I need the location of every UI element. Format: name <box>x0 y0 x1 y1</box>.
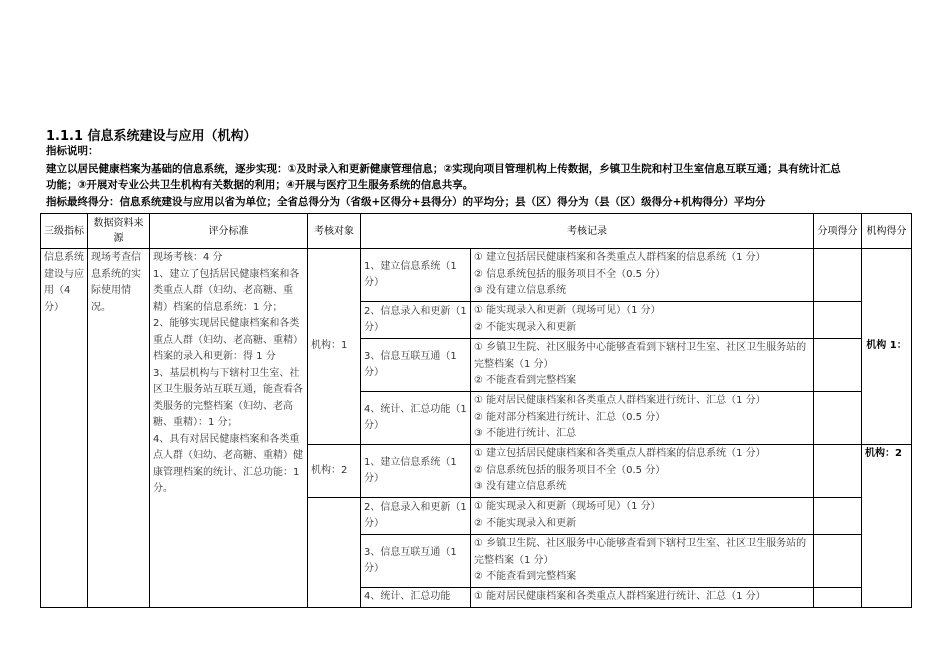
item-name: 3、信息互联互通（1分） <box>361 535 471 588</box>
record-line: ② 不能查看到完整档案 <box>474 375 577 386</box>
final-score-note: 指标最终得分：信息系统建设与应用以省为单位；全省总得分为（省级+区得分+县得分）的平均分；县（区）得分为（县（区）级得分+机构得分）平均分 <box>46 196 766 208</box>
criteria-line: 1、建立了包括居民健康档案和各类重点人群（妇幼、老高糖、重精）档案的信息系统：1 分； <box>153 268 300 313</box>
header-object: 考核对象 <box>308 214 361 249</box>
header-source: 数据资料来源 <box>88 214 150 249</box>
criteria-line: 4、具有对居民健康档案和各类重点人群（妇幼、老高糖、重精）健康管理档案的统计、汇总功能：1 分。 <box>153 433 303 494</box>
intro-text-line2: 功能；③开展对专业公共卫生机构有关数据的利用；④开展与医疗卫生服务系统的信息共享。 <box>46 179 474 191</box>
item-score-cell <box>814 445 862 498</box>
criteria-line: 2、能够实现居民健康档案和各类重点人群（妇幼、老高糖、重精）档案的录入和更新：得 1 分 <box>153 318 303 362</box>
inst-score-cell-2: 机构：2 <box>862 445 912 608</box>
inst-score-cell-1: 机构 1： <box>862 249 912 445</box>
item-score-cell <box>814 339 862 392</box>
criteria-line: 现场考核：4 分 <box>153 252 223 263</box>
record-line: ② 不能查看到完整档案 <box>474 571 577 582</box>
item-name: 4、统计、汇总功能（1分） <box>361 392 471 445</box>
item-name: 4、统计、汇总功能 <box>361 588 471 608</box>
item-score-cell <box>814 535 862 588</box>
object-cell-empty <box>308 498 361 608</box>
record-line: ① 能对居民健康档案和各类重点人群档案进行统计、汇总（1 分） <box>474 395 766 406</box>
record-cell <box>471 249 814 302</box>
record-line: ② 信息系统包括的服务项目不全（0.5 分） <box>474 268 666 280</box>
record-cell <box>471 302 814 339</box>
item-name: 2、信息录入和更新（1分） <box>361 498 471 535</box>
record-line: ③ 不能进行统计、汇总 <box>474 428 577 439</box>
record-cell <box>471 588 814 608</box>
record-line: ① 乡镇卫生院、社区服务中心能够查看到下辖村卫生室、社区卫生服务站的完整档案（1 分） <box>474 342 807 370</box>
record-line: ① 建立包括居民健康档案和各类重点人群档案的信息系统（1 分） <box>474 252 766 263</box>
item-score-cell <box>814 588 862 608</box>
record-line: ① 能实现录入和更新（现场可见）（1 分） <box>474 305 661 316</box>
object-cell-1: 机构：1 <box>308 249 361 445</box>
item-name: 3、信息互联互通（1分） <box>361 339 471 392</box>
criteria-line: 3、基层机构与下辖村卫生室、社区卫生服务站互联互通，能查看各类服务的完整档案（妇幼、老高糖、重精）：1 分； <box>153 367 303 428</box>
record-cell <box>471 535 814 588</box>
criteria-cell <box>150 249 308 608</box>
item-name: 1、建立信息系统（1分） <box>361 249 471 302</box>
section-title: 1.1.1 信息系统建设与应用（机构） <box>46 129 257 144</box>
header-item-score: 分项得分 <box>814 214 862 249</box>
item-name: 1、建立信息系统（1分） <box>361 445 471 498</box>
item-score-cell <box>814 302 862 339</box>
record-line: ① 乡镇卫生院、社区服务中心能够查看到下辖村卫生室、社区卫生服务站的完整档案（1 分） <box>474 538 807 566</box>
source-cell: 现场考查信息系统的实际使用情况。 <box>88 249 150 608</box>
header-inst-score: 机构得分 <box>862 214 912 249</box>
header-row <box>41 214 912 249</box>
record-line: ② 信息系统包括的服务项目不全（0.5 分） <box>474 464 666 476</box>
item-name: 2、信息录入和更新（1分） <box>361 302 471 339</box>
record-cell <box>471 498 814 535</box>
indicator-cell: 信息系统建设与应用（4分） <box>41 249 88 608</box>
record-line: ① 建立包括居民健康档案和各类重点人群档案的信息系统（1 分） <box>474 448 766 459</box>
record-line: ② 不能实现录入和更新 <box>474 321 577 333</box>
header-record: 考核记录 <box>361 214 814 249</box>
record-line: ② 不能实现录入和更新 <box>474 517 577 529</box>
item-score-cell <box>814 498 862 535</box>
record-line: ③ 没有建立信息系统 <box>474 285 567 296</box>
assessment-table <box>40 213 912 608</box>
header-criteria: 评分标准 <box>150 214 308 249</box>
record-cell <box>471 392 814 445</box>
record-cell <box>471 445 814 498</box>
intro-text-line1: 建立以居民健康档案为基础的信息系统，逐步实现：①及时录入和更新健康管理信息；②实现向项目管理机构上传数据，乡镇卫生院和村卫生室信息互联互通；具有统计汇总 <box>46 163 841 175</box>
table-row <box>41 249 912 302</box>
item-score-cell <box>814 249 862 302</box>
record-line: ① 能对居民健康档案和各类重点人群档案进行统计、汇总（1 分） <box>474 591 766 602</box>
record-line: ① 能实现录入和更新（现场可见）（1 分） <box>474 501 661 512</box>
header-level3: 三级指标 <box>41 214 88 249</box>
intro-label: 指标说明： <box>46 145 99 157</box>
record-cell <box>471 339 814 392</box>
record-line: ② 能对部分档案进行统计、汇总（0.5 分） <box>474 411 666 423</box>
item-score-cell <box>814 392 862 445</box>
object-cell-2: 机构：2 <box>308 445 361 498</box>
record-line: ③ 没有建立信息系统 <box>474 481 567 492</box>
